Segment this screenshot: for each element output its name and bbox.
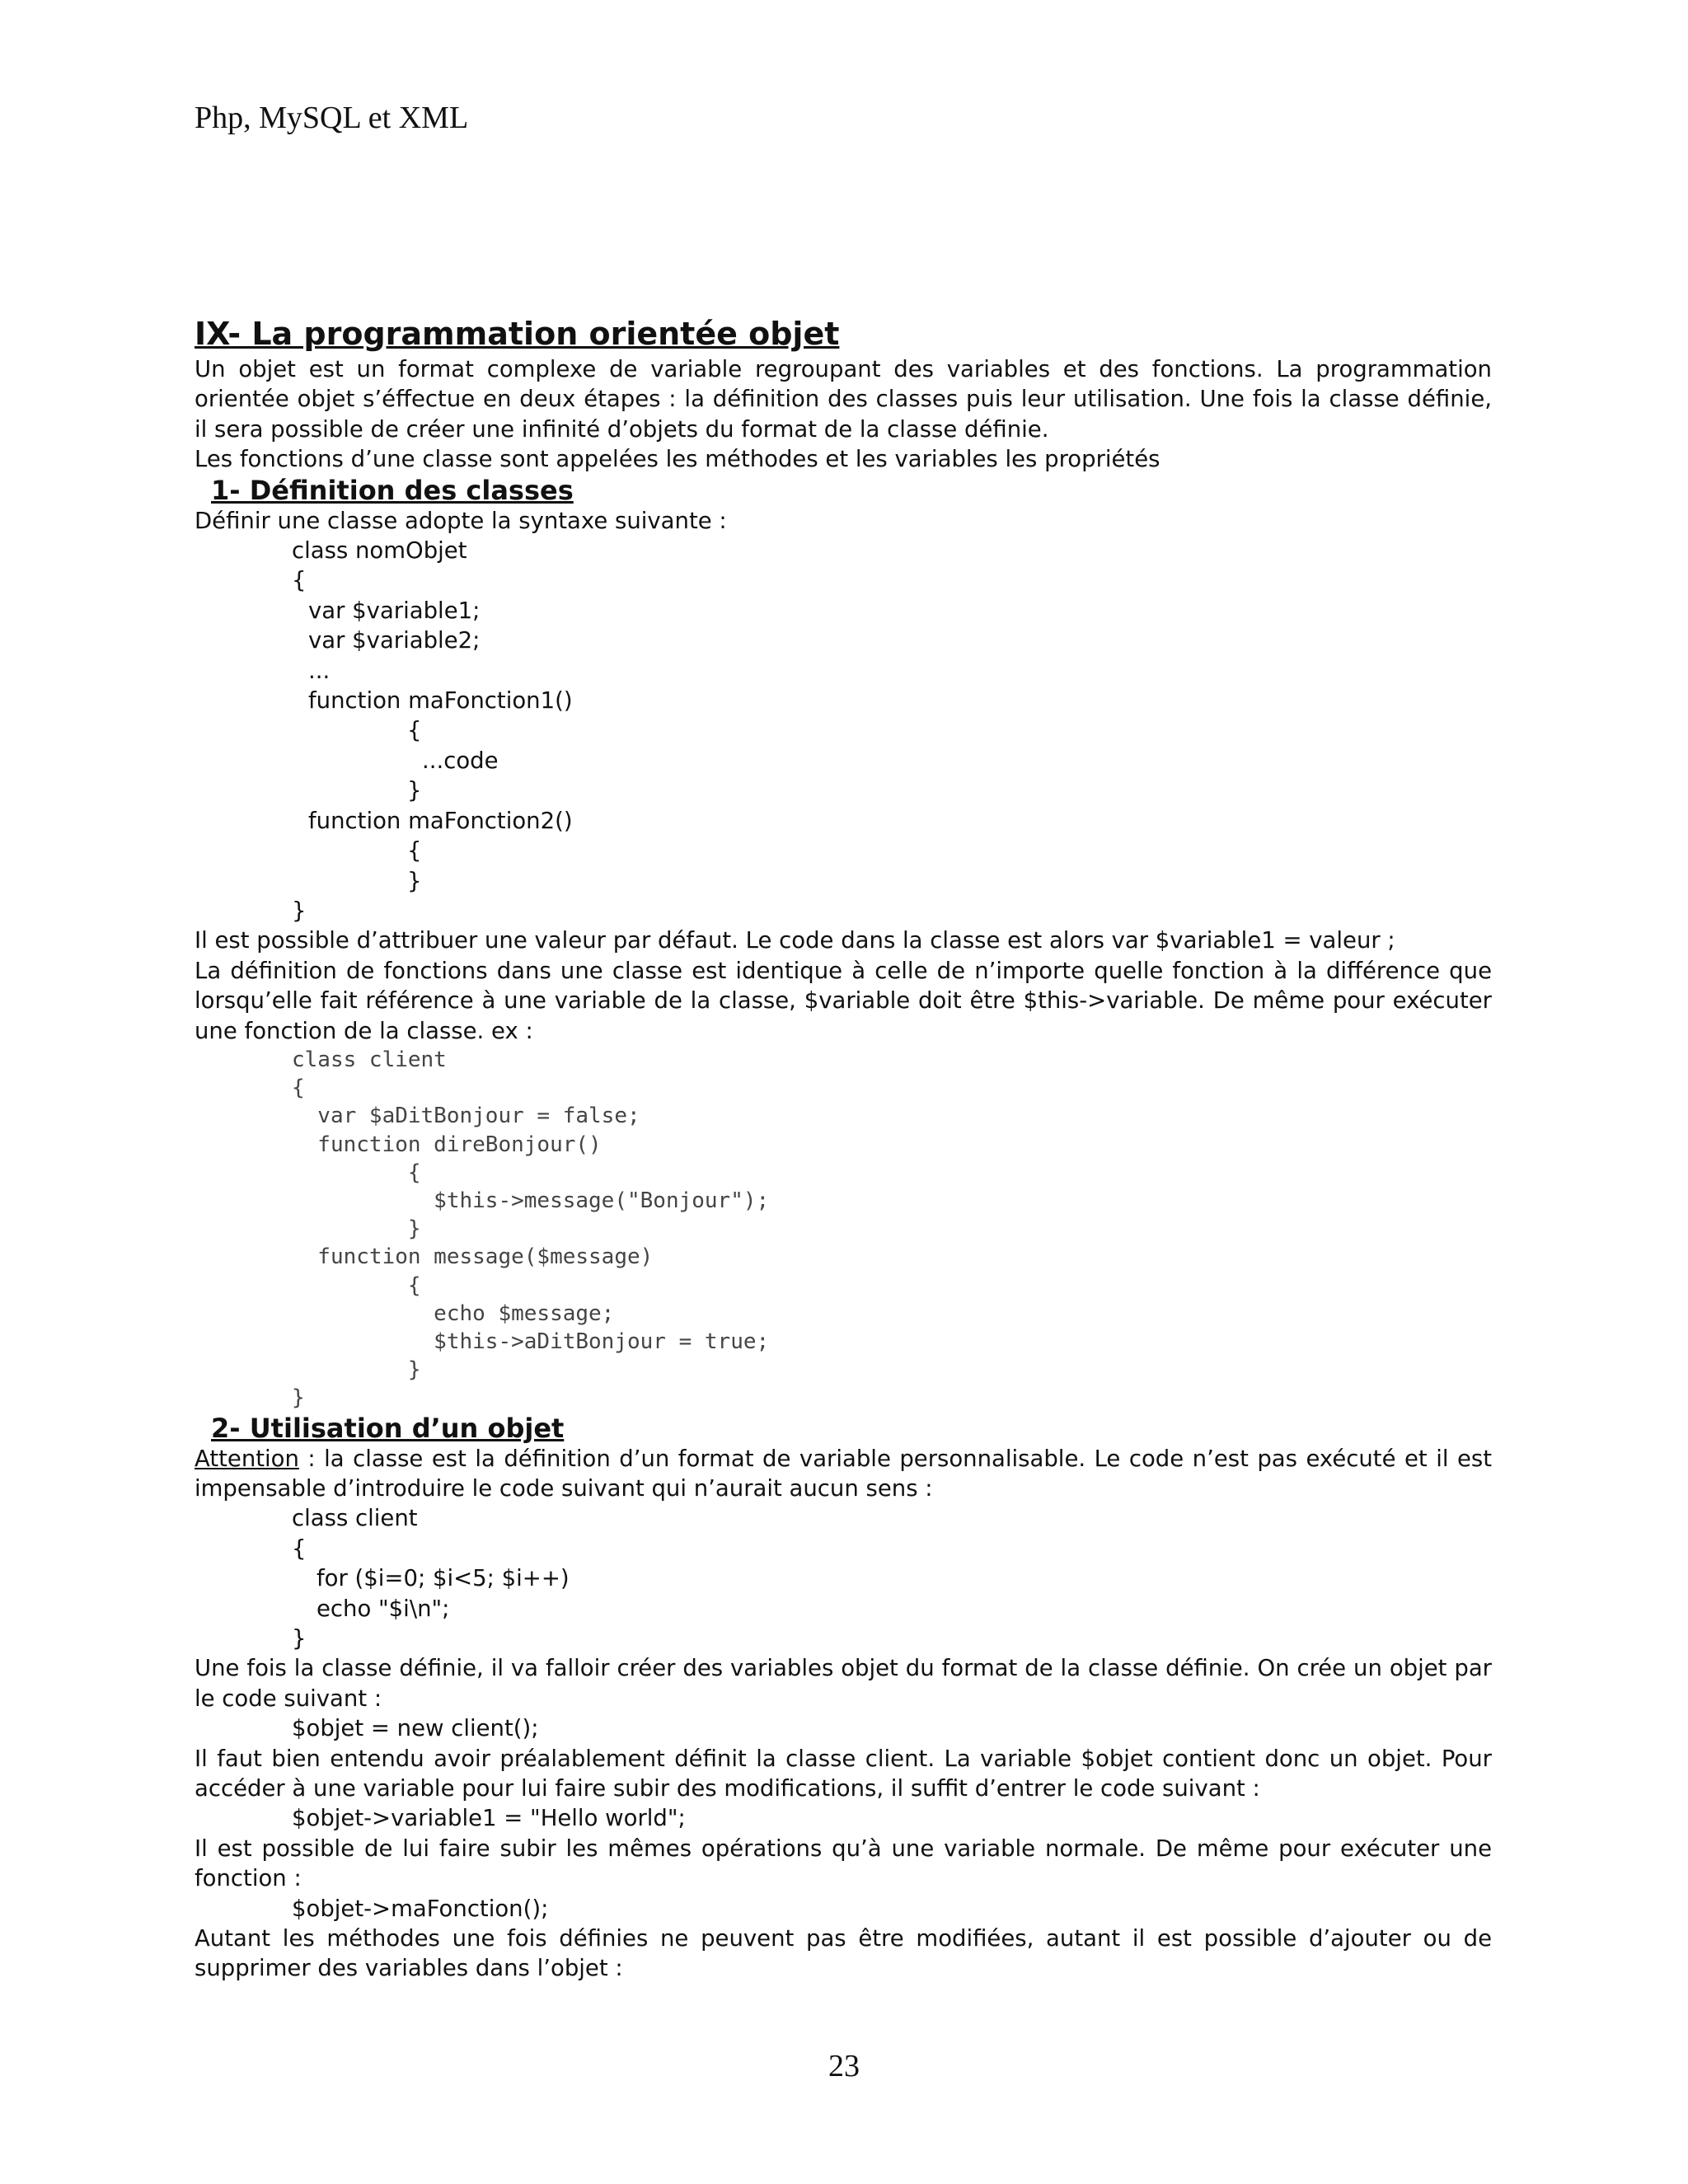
code-line: echo "$i\n"; — [316, 1595, 450, 1622]
running-header: Php, MySQL et XML — [195, 101, 469, 135]
subsection-title-usage: 2- Utilisation d’un objet — [211, 1412, 565, 1444]
this-keyword-paragraph: La définition de fonctions dans une classe est identique à celle de n’importe quelle fonction à la différence que lorsqu’elle fait référence à une variable de la classe, $variable doit être $this->variable. De même pour exécuter une fonction de la classe. ex : — [195, 957, 1492, 1044]
code-line: $objet->maFonction(); — [292, 1895, 549, 1922]
code-line: { — [292, 1160, 421, 1185]
code-line: { — [292, 1076, 305, 1101]
code-line: } — [292, 1625, 307, 1652]
code-line: } — [292, 897, 307, 924]
intro-paragraph-2: Les fonctions d’une classe sont appelées les méthodes et les variables les propriétés — [195, 446, 1160, 473]
code-line: var $variable2; — [308, 627, 481, 654]
code-line: for ($i=0; $i<5; $i++) — [316, 1565, 570, 1592]
page-content — [195, 313, 1492, 1984]
code-line: { — [292, 1535, 307, 1562]
code-line: $this->message("Bonjour"); — [292, 1188, 770, 1213]
code-line: class client — [292, 1505, 418, 1532]
bad-code-block — [195, 1503, 1492, 1653]
code-line: } — [292, 1216, 421, 1242]
methods-paragraph: Autant les méthodes une fois définies ne peuvent pas être modifiées, autant il est possible d’ajouter ou de supprimer des variables dans l’objet : — [195, 1925, 1492, 1982]
section-title: IX- La programmation orientée objet — [195, 316, 840, 352]
code-line: function maFonction2() — [308, 807, 573, 834]
code-line: echo $message; — [292, 1301, 615, 1326]
code-line: } — [407, 867, 422, 894]
code-line: { — [407, 837, 422, 865]
attention-text: : la classe est la définition d’un format de variable personnalisable. Le code n’est pas exécuté et il est impensable d’introduire le code suivant qui n’aurait aucun sens : — [195, 1445, 1492, 1502]
code-line: } — [292, 1357, 421, 1383]
same-operations-paragraph: Il est possible de lui faire subir les mêmes opérations qu’à une variable normale. De même pour exécuter une fonction : — [195, 1835, 1492, 1892]
code-line: function maFonction1() — [308, 687, 573, 715]
code-line: var $aDitBonjour = false; — [292, 1104, 640, 1129]
code-line: function direBonjour() — [292, 1132, 602, 1157]
default-value-paragraph: Il est possible d’attribuer une valeur par défaut. Le code dans la classe est alors var $variable1 = valeur ; — [195, 927, 1395, 954]
code-line: class client — [292, 1047, 447, 1072]
attention-paragraph — [195, 1444, 1492, 1504]
code-line: $objet->variable1 = "Hello world"; — [292, 1805, 686, 1832]
syntax-code-block — [195, 536, 1492, 926]
create-object-paragraph: Une fois la classe définie, il va falloir créer des variables objet du format de la classe définie. On crée un objet par le code suivant : — [195, 1655, 1492, 1712]
code-line: ...code — [422, 747, 499, 774]
access-variable-paragraph: Il faut bien entendu avoir préalablement définit la classe client. La variable $objet contient donc un objet. Pour accéder à une variable pour lui faire subir des modifications, il suffit d’entrer le code suivant : — [195, 1745, 1492, 1802]
code-line: { — [407, 717, 422, 744]
code-line: class nomObjet — [292, 537, 467, 565]
code-line: function message($message) — [292, 1244, 654, 1270]
code-line: } — [292, 1385, 305, 1411]
example-code-block — [195, 1046, 1492, 1413]
code-line: ... — [308, 657, 331, 684]
code-line: $this->aDitBonjour = true; — [292, 1329, 770, 1354]
page-number: 23 — [828, 2049, 860, 2083]
code-line: { — [292, 1272, 421, 1298]
intro-paragraph: Un objet est un format complexe de variable regroupant des variables et des fonctions. La programmation orientée objet s’éffectue en deux étapes : la définition des classes puis leur utilisation. Une fois la classe définie, il sera possible de créer une infinité d’objets du format de la classe définie. — [195, 356, 1492, 443]
code-line: { — [292, 567, 307, 594]
attention-label: Attention — [195, 1445, 299, 1472]
subsection-title-definition: 1- Définition des classes — [211, 474, 574, 506]
code-line: $objet = new client(); — [292, 1715, 539, 1742]
code-line: var $variable1; — [308, 597, 481, 624]
code-line: } — [407, 777, 422, 804]
syntax-lead: Définir une classe adopte la syntaxe suivante : — [195, 507, 727, 534]
